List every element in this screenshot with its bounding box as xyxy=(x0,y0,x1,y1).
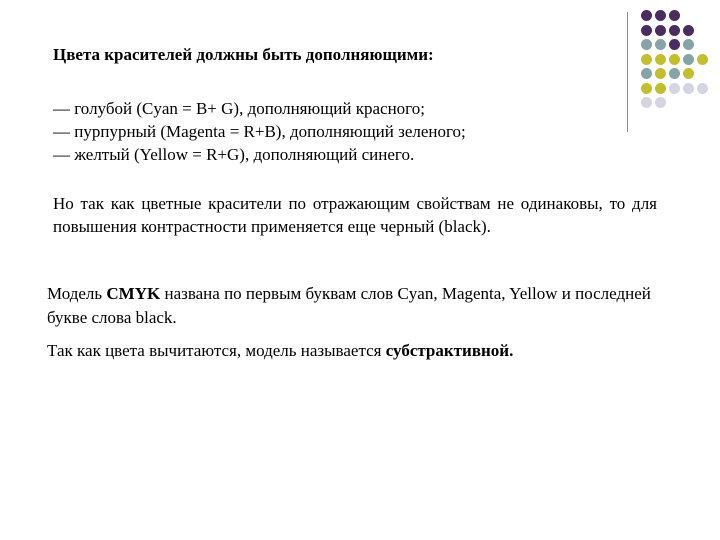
list-item-cyan: — голубой (Cyan = B+ G), дополняющий красного; xyxy=(53,99,425,118)
dot-olive xyxy=(655,83,666,94)
dot-olive xyxy=(655,68,666,79)
dot-purple xyxy=(655,10,666,21)
decorative-divider-line xyxy=(627,12,628,132)
dot-olive xyxy=(697,54,708,65)
cmyk-term: CMYK xyxy=(106,284,161,303)
dot-teal xyxy=(655,39,666,50)
dot-teal xyxy=(669,68,680,79)
heading: Цвета красителей должны быть дополняющими: xyxy=(53,45,434,64)
dot-teal xyxy=(641,39,652,50)
dot-lavender xyxy=(641,97,652,108)
paragraph-black-contrast: Но так как цветные красители по отражающим свойствам не одинаковы, то для повышения контрастности применяется еще черный (black). xyxy=(53,194,657,236)
subtractive-text-before: Так как цвета вычитаются, модель называется xyxy=(47,341,386,360)
dot-purple xyxy=(669,25,680,36)
cmyk-text-before: Модель xyxy=(47,284,107,303)
paragraph-subtractive xyxy=(47,339,659,363)
dot-teal xyxy=(641,68,652,79)
dot-purple xyxy=(669,39,680,50)
dot-purple xyxy=(641,10,652,21)
dot-olive xyxy=(655,54,666,65)
decorative-dot-grid xyxy=(641,10,720,120)
dot-purple xyxy=(655,25,666,36)
list-item-yellow: — желтый (Yellow = R+G), дополняющий синего. xyxy=(53,145,415,164)
subtractive-term: субстрактивной. xyxy=(385,341,514,360)
dot-teal xyxy=(683,54,694,65)
dot-olive xyxy=(669,54,680,65)
dot-purple xyxy=(641,25,652,36)
dot-lavender xyxy=(655,97,666,108)
dot-lavender xyxy=(669,83,680,94)
paragraph-cmyk-name xyxy=(47,282,659,330)
dot-lavender xyxy=(683,83,694,94)
dye-list xyxy=(53,97,613,166)
dot-olive xyxy=(641,54,652,65)
dot-lavender xyxy=(697,83,708,94)
dot-purple xyxy=(683,25,694,36)
list-item-magenta: — пурпурный (Magenta = R+B), дополняющий зеленого; xyxy=(53,122,466,141)
dot-olive xyxy=(641,83,652,94)
dot-teal xyxy=(683,39,694,50)
dot-olive xyxy=(683,68,694,79)
cmyk-text-after: названа по первым буквам слов Cyan, Magenta, Yellow и последней букве слова black. xyxy=(47,284,651,327)
dot-purple xyxy=(669,10,680,21)
